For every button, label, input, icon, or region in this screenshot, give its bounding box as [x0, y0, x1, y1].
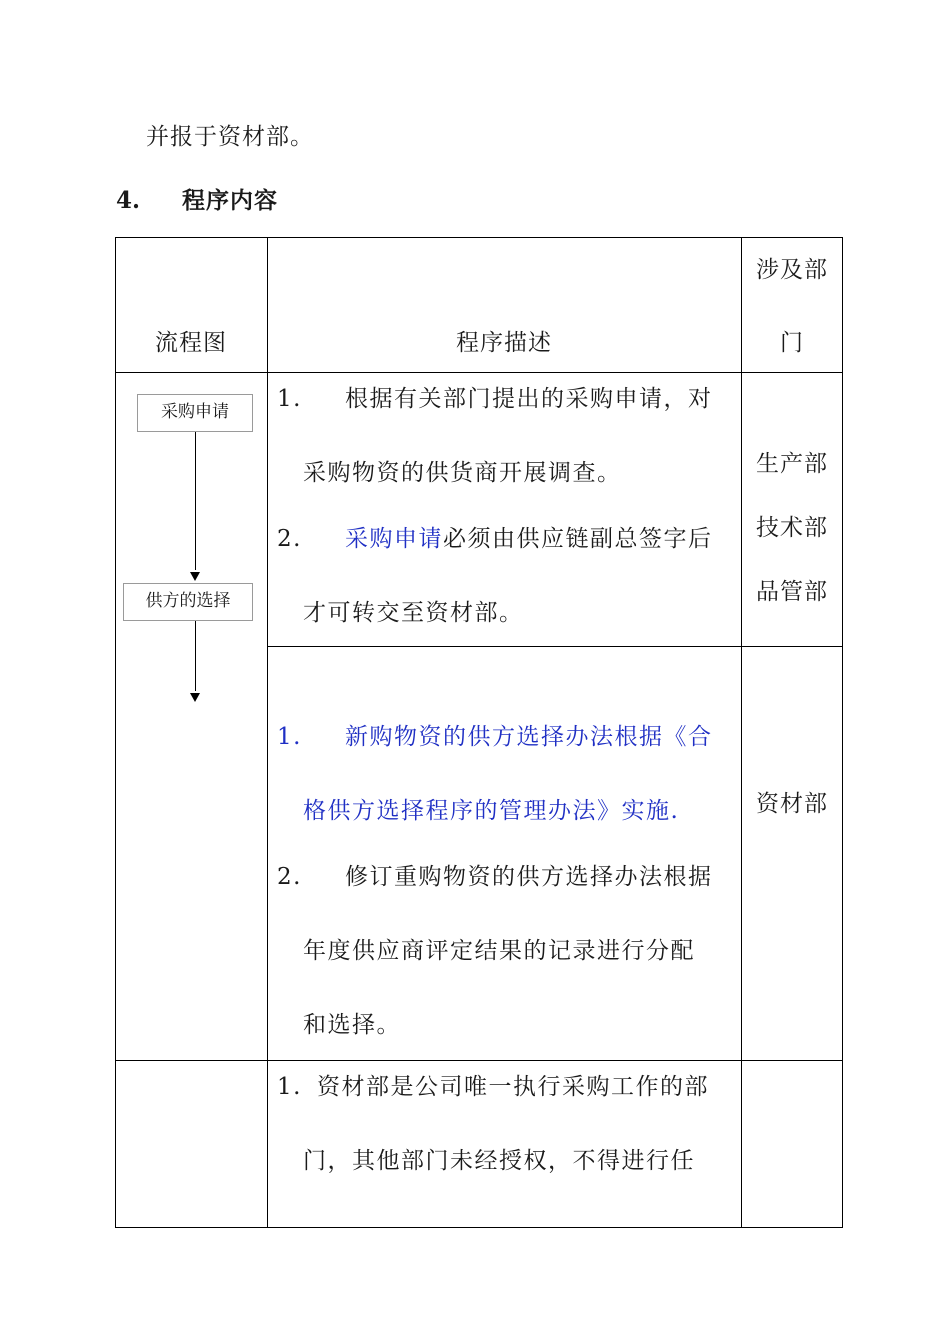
- department-materials: 资材部: [756, 791, 828, 817]
- department-quality: 品管部: [756, 579, 828, 605]
- row1-item2: [277, 524, 739, 672]
- table-border-left: [115, 237, 116, 1228]
- intro-text: 并报于资材部。: [146, 124, 314, 150]
- arrow-down-icon: [190, 572, 200, 581]
- item-text: 必须由供应链副总签字后: [443, 526, 713, 552]
- item-text: 和选择。: [303, 1012, 401, 1038]
- item-number: 1.: [277, 724, 302, 750]
- table-border-bottom: [115, 1227, 843, 1228]
- item-text: 根据有关部门提出的采购申请，对: [345, 386, 713, 412]
- col-divider-2: [741, 237, 742, 1228]
- col-divider-1: [267, 237, 268, 1228]
- item-text: 资材部是公司唯一执行采购工作的部: [317, 1074, 709, 1100]
- section-heading: [116, 182, 278, 215]
- item-number: 2.: [277, 526, 302, 552]
- purchase-request-link[interactable]: 采购申请: [345, 526, 443, 552]
- row1-item1: [277, 384, 739, 532]
- section-title: 程序内容: [182, 187, 278, 214]
- department-technical: 技术部: [756, 515, 828, 541]
- item-text: 年度供应商评定结果的记录进行分配: [303, 938, 695, 964]
- flow-connector-1: [195, 432, 196, 570]
- flow-box-supplier-selection: 供方的选择: [123, 583, 253, 621]
- item-text: 才可转交至资材部。: [303, 600, 524, 626]
- item-text: 修订重购物资的供方选择办法根据: [345, 864, 713, 890]
- item-text: 采购物资的供货商开展调查。: [303, 460, 622, 486]
- header-department-line2: 门: [780, 330, 804, 356]
- item-number: 1.: [277, 386, 302, 412]
- header-description: 程序描述: [456, 330, 552, 356]
- item-number: 1.: [277, 1074, 302, 1100]
- item-text: 门，其他部门未经授权，不得进行任: [303, 1148, 695, 1174]
- flow-connector-2: [195, 621, 196, 691]
- header-divider: [115, 372, 843, 373]
- procedure-table: [115, 237, 843, 1228]
- header-department-line1: 涉及部: [756, 257, 828, 283]
- department-production: 生产部: [756, 451, 828, 477]
- section-number: 4.: [116, 187, 141, 214]
- row2-item2: [277, 862, 739, 1084]
- row2-department: [741, 789, 843, 853]
- item-text: 新购物资的供方选择办法根据《合: [345, 724, 713, 750]
- table-border-right: [842, 237, 843, 1228]
- item-number: 2.: [277, 864, 302, 890]
- row2-item1: [277, 722, 739, 870]
- item-text: 格供方选择程序的管理办法》实施.: [303, 798, 680, 824]
- header-flowchart: 流程图: [155, 330, 227, 356]
- flow-box-purchase-request: 采购申请: [137, 394, 253, 432]
- row3-item1: [277, 1072, 739, 1220]
- table-border-top: [115, 237, 843, 238]
- row1-departments: [741, 449, 843, 641]
- arrow-down-icon: [190, 693, 200, 702]
